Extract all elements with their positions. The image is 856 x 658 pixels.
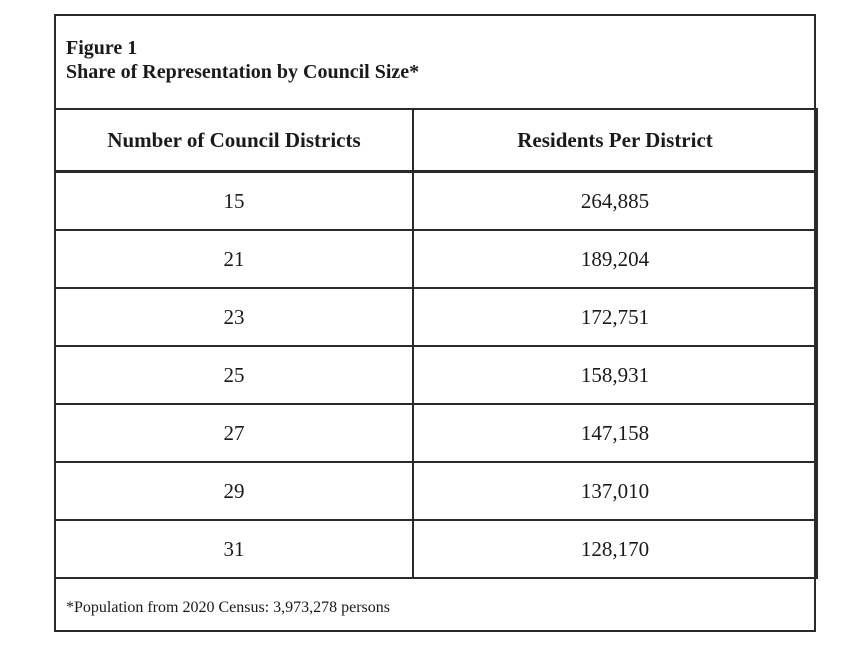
column-header-districts: Number of Council Districts [55,109,413,172]
footnote: *Population from 2020 Census: 3,973,278 persons [66,599,390,616]
figure-header [56,16,814,110]
figure-label: Figure 1 [66,37,138,59]
table-row [55,288,817,346]
table-row [55,520,817,578]
residents-cell: 128,170 [413,520,817,578]
residents-cell: 172,751 [413,288,817,346]
districts-cell: 15 [55,172,413,231]
districts-cell: 23 [55,288,413,346]
column-header-residents: Residents Per District [413,109,817,172]
residents-cell: 158,931 [413,346,817,404]
districts-cell: 29 [55,462,413,520]
residents-cell: 264,885 [413,172,817,231]
table-row [55,462,817,520]
residents-cell: 189,204 [413,230,817,288]
districts-cell: 27 [55,404,413,462]
header-row [55,109,817,172]
districts-cell: 21 [55,230,413,288]
figure-title: Share of Representation by Council Size* [66,61,420,83]
table-row [55,230,817,288]
table-row [55,346,817,404]
table-row [55,404,817,462]
residents-cell: 147,158 [413,404,817,462]
districts-cell: 31 [55,520,413,578]
data-table [54,108,818,579]
table-row [55,172,817,231]
figure-box [54,14,816,632]
districts-cell: 25 [55,346,413,404]
residents-cell: 137,010 [413,462,817,520]
